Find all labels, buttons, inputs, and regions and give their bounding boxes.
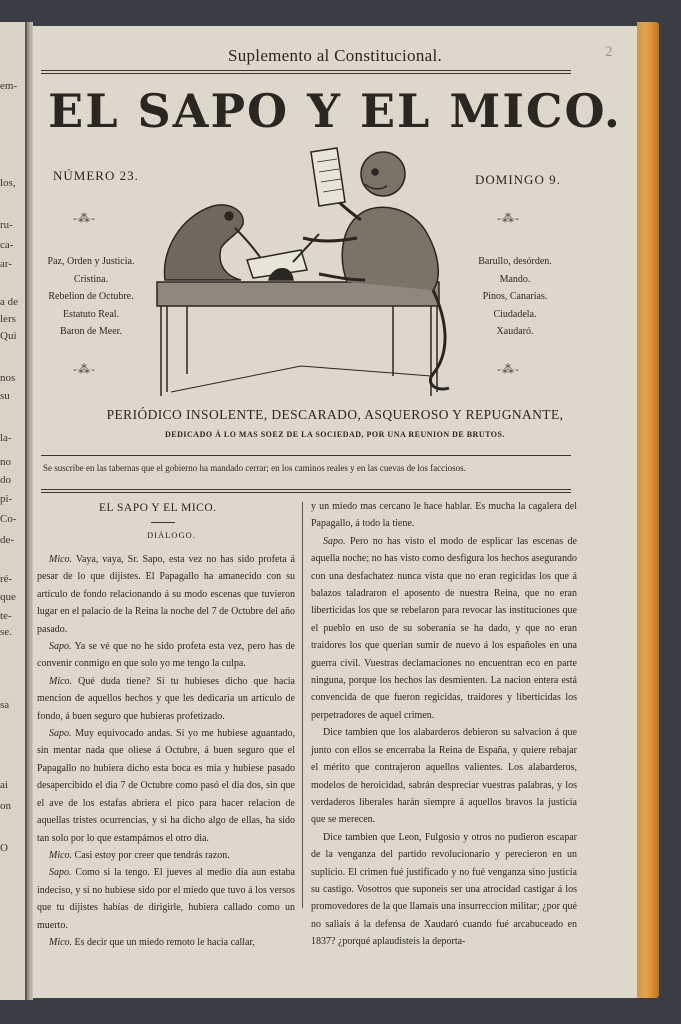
- dialogue-paragraph: [311, 498, 577, 533]
- column-divider: [302, 502, 303, 908]
- dialogue-paragraph: [37, 934, 295, 951]
- dialogue-text: Casi estoy por creer que tendrás razon.: [74, 849, 230, 861]
- left-page-fragment: nos: [0, 372, 16, 384]
- left-page-fragment: ca-: [0, 239, 14, 251]
- newspaper-page: [33, 26, 637, 998]
- dialogue-paragraph: [37, 864, 295, 934]
- supplement-header: Suplemento al Constitucional.: [227, 46, 443, 65]
- right-motto-list: [465, 253, 565, 341]
- speaker-label: Mico.: [49, 554, 73, 565]
- dedication-line: DEDICADO Á LO MAS SOEZ DE LA SOCIEDAD, POR UNA REUNION DE BRUTOS.: [165, 430, 505, 439]
- dialogue-text: Ya se vé que no he sido profeta esta vez, pero has de convenir conmigo en que solo yo me tengo la culpa.: [37, 641, 295, 670]
- periodical-subtitle: PERIÓDICO INSOLENTE, DESCARADO, ASQUEROSO Y REPUGNANTE,: [106, 407, 564, 422]
- left-page-fragment: do: [0, 474, 11, 486]
- left-page-fragment: ré-: [0, 573, 13, 585]
- ornament-right-top: -⁂-: [497, 211, 520, 225]
- subscription-notice: Se suscribe en las tabernas que el gobierno ha mandado cerrar; en los caminos reales y en las cuevas de los facciosos.: [43, 463, 466, 473]
- left-page-fragment: on: [0, 800, 11, 812]
- left-page-fragment: sa: [0, 699, 10, 711]
- left-page-fragment: em-: [0, 80, 18, 92]
- left-page-fragment: se.: [0, 626, 12, 638]
- speaker-label: Mico.: [49, 936, 73, 948]
- left-page-fragment: pi-: [0, 493, 13, 505]
- dialogue-paragraph: [37, 551, 295, 638]
- speaker-label: Mico.: [49, 675, 73, 687]
- left-page-fragment: ai: [0, 779, 8, 791]
- article-heading: EL SAPO Y EL MICO.: [99, 502, 217, 514]
- dialogue-text: Vaya, vaya, Sr. Sapo, esta vez no has sido profeta á pesar de lo que dijistes. El Papagallo ha amanecido con su artículo de fondo relacionando á su modo escenas que tuvieron lugar en el palacio de la Reina la noche del 7 de Octubre del año pasado.: [37, 554, 295, 635]
- header-rule: [41, 70, 571, 74]
- left-motto-item: Cristina.: [73, 273, 109, 285]
- left-motto-item: Estatuto Real.: [62, 308, 120, 320]
- dialogue-text: Dice tambien que los alabarderos debieron su salvacion á que junto con ellos se encerraba la Reina de España, y quiere rebajar el mérito que contrajeron aquellos valientes. Los alabarderos, modelos de heroicidad, sabrán despreciar vuestras palabras, y los verdaderos liberales harán siempre á aquellos bravos la justicia que se merecen.: [311, 727, 577, 826]
- left-page-fragment: la-: [0, 432, 12, 444]
- dialogue-paragraph: [37, 638, 295, 673]
- right-motto-item: Xaudaró.: [496, 326, 534, 337]
- ornament-left-top: -⁂-: [73, 211, 96, 225]
- dialogue-text: Es decir que un miedo remoto le hacia callar,: [74, 936, 255, 948]
- speaker-label: Sapo.: [323, 535, 346, 547]
- frog-and-monkey-engraving: [151, 130, 461, 400]
- dialogue-paragraph: [311, 829, 577, 951]
- dialogue-text: Como si la tengo. El jueves al medio dia aun estaba indeciso, y si no hubiese sido por el miedo que tuvo á los versos que tu dijistes habías de dirigirle, hubiera callado como un muerto.: [37, 867, 296, 931]
- speaker-label: Sapo.: [49, 641, 72, 653]
- section-label: DIÁLOGO.: [147, 530, 196, 540]
- page-number: 2: [605, 44, 613, 60]
- article-column-1: [37, 551, 295, 951]
- left-page-fragment: ar-: [0, 258, 12, 270]
- left-page-fragment: Co-: [0, 513, 17, 525]
- dialogue-paragraph: [311, 533, 577, 724]
- adjacent-page-fragment: [0, 22, 27, 1000]
- subscription-bottom-rule: [41, 489, 571, 493]
- subscription-top-rule: [41, 455, 571, 456]
- left-page-fragment: a de: [0, 296, 19, 308]
- left-page-fragment: lers: [0, 313, 16, 325]
- left-page-fragment: de-: [0, 534, 15, 546]
- dialogue-text: Muy equivocado andas. Si yo me hubiese aguantado, sin mentar nada que oliese á Octubre, á buen seguro que el Papagallo no hubiera dicho esta boca es mia y hubiese pasado desapercibido el dia 7 de Octubre como pasó el dia dos, sin que el ave de los estafas abriera el pico para hacer relacion de aquellas tristes ocurrencias, y si ha dicho algo de ellas, ha sido tan solo por lo que estampámos el otro dia.: [37, 728, 296, 844]
- dialogue-text: Pero no has visto el modo de esplicar las escenas de aquella noche; no has visto como desfigura los hechos asegurando con una desfachatez nunca vista que no eran regicidas los que á balazos taladraron el aposento de nuestra Reina, que no eran liberticidas los que se rebelaron para revocar las instituciones que el pueblo en uso de su soberanía se ha dado, y que no eran traidores los que querian sumir de nuevo á los españoles en una guerra civil. Vuestras declamaciones no encuentran eco en parte ninguna, porque los hechos las desmienten. La nacion entera está convencida de que fueron regicidas, traidores y liberticidas los perpetradores de aquel crimen.: [311, 535, 577, 721]
- speaker-label: Sapo.: [49, 728, 72, 740]
- left-page-fragment: te-: [0, 610, 12, 622]
- dialogue-paragraph: [311, 724, 577, 828]
- left-page-fragment: O: [0, 842, 8, 854]
- right-motto-item: Barullo, desórden.: [478, 256, 552, 267]
- dialogue-paragraph: [37, 847, 295, 864]
- heading-dash: [151, 522, 175, 523]
- left-page-fragment: que: [0, 591, 16, 603]
- left-page-fragment: Qui: [0, 330, 17, 342]
- issue-number: NÚMERO 23.: [53, 168, 139, 183]
- right-motto-item: Pinos, Canarias.: [482, 291, 548, 302]
- ornament-left-bottom: -⁂-: [73, 362, 96, 376]
- article-column-2: [311, 498, 577, 951]
- speaker-label: Sapo.: [49, 867, 72, 879]
- dialogue-paragraph: [37, 673, 295, 725]
- page-edge: [637, 22, 659, 998]
- dialogue-text: Dice tambien que Leon, Fulgosio y otros no pudieron escapar de la venganza del partido revolucionario y perecieron en un suplicio. El crimen fué justificado y no fué venganza sino justicia su castigo. Vosotros que suponeis ser una atrocidad castigar á los promovedores de la que llamais una insurreccion militar; ¿por qué no saliais á la defensa de Xaudaró cuando fué arcabuceado en 1837? ¿porqué aplaudisteis la deporta-: [311, 831, 577, 948]
- issue-day: DOMINGO 9.: [475, 172, 561, 187]
- ornament-right-bottom: -⁂-: [497, 362, 520, 376]
- left-page-fragment: no: [0, 456, 11, 468]
- dialogue-text: Qué duda tiene? Si tu hubieses dicho que hacia mencion de aquellos hechos y que les dedicaria un artículo de fondo, á buen seguro que hubieras profetizado.: [37, 675, 295, 722]
- right-motto-item: Ciudadela.: [493, 308, 537, 320]
- right-motto-item: Mando.: [499, 273, 531, 285]
- dialogue-paragraph: [37, 725, 295, 847]
- dialogue-text: y un miedo mas cercano le hace hablar. Es mucha la cagalera del Papagallo, á todo la tiene.: [311, 501, 577, 530]
- left-page-fragment: su: [0, 390, 10, 402]
- speaker-label: Mico.: [49, 849, 73, 861]
- left-motto-list: [35, 253, 147, 341]
- left-motto-item: Paz, Orden y Justicia.: [47, 256, 135, 267]
- left-page-fragment: ru-: [0, 219, 13, 231]
- left-page-fragment: los,: [0, 177, 16, 189]
- left-motto-item: Rebelion de Octubre.: [48, 291, 134, 302]
- masthead-title: EL SAPO Y EL MICO.: [48, 84, 622, 138]
- left-motto-item: Baron de Meer.: [60, 326, 122, 337]
